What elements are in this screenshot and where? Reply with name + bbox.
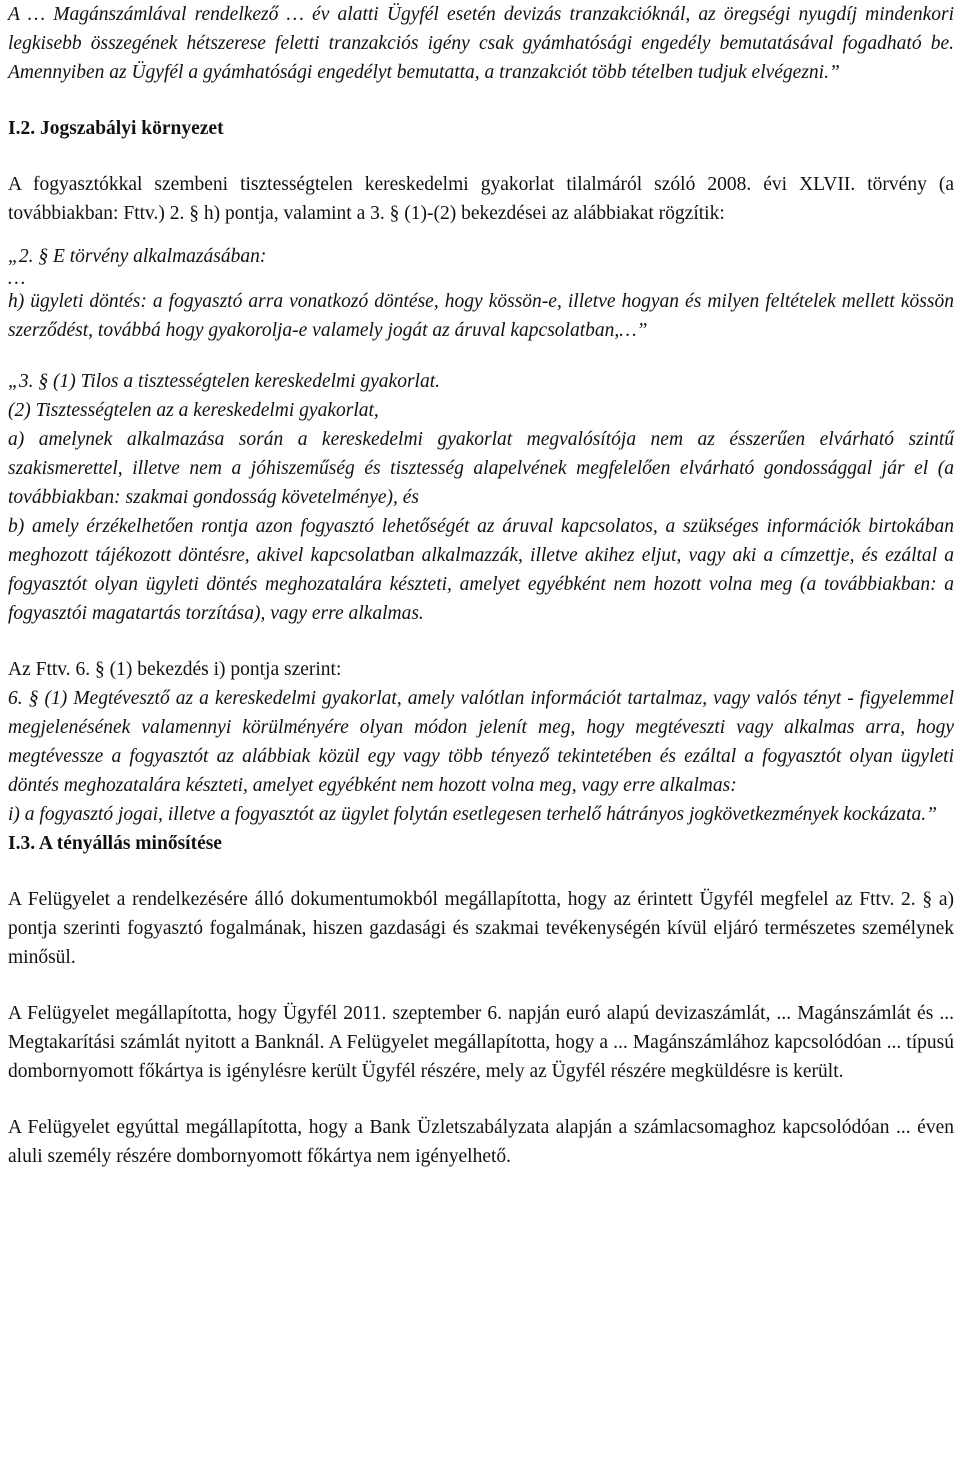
fttv6-point-i: i) a fogyasztó jogai, illetve a fogyasztót az ügylet folytán esetlegesen terhelő hátrányos jogkövetkezmények kockázata.”	[8, 804, 937, 825]
para3-point-b: b) amely érzékelhetően rontja azon fogyasztó lehetőségét az áruval kapcsolatos, a szükséges információk birtokában meghozott tájékozott döntésre, akivel kapcsolatban alkalmazzák, illetve akihez eljut, vagy aki a címzettje, és ezáltal a fogyasztót olyan ügyleti döntés meghozatalára készteti, amelyet egyébként nem hozott volna meg (a továbbiakban: a fogyasztói magatartás torzítása), vagy erre alkalmas.	[8, 516, 954, 624]
i3-paragraph-2: A Felügyelet megállapította, hogy Ügyfél 2011. szeptember 6. napján euró alapú devizaszámlát, ... Magánszámlát és ... Megtakarítási számlát nyitott a Banknál. A Felügyelet megállapította, hogy a ... Magánszámlához kapcsolódóan ... típusú dombornyomott főkártya is igénylésre került Ügyfél részére, mely az Ügyfél részére megküldésre is került.	[8, 1003, 954, 1082]
section-heading-i2: I.2. Jogszabályi környezet	[8, 118, 224, 139]
para3-subsection-2: (2) Tisztességtelen az a kereskedelmi gyakorlat,	[8, 400, 379, 421]
section-heading-i3: I.3. A tényállás minősítése	[8, 833, 222, 854]
i2-intro-paragraph: A fogyasztókkal szembeni tisztességtelen kereskedelmi gyakorlat tilalmáról szóló 2008. évi XLVII. törvény (a továbbiakban: Fttv.) 2. § h) pontja, valamint a 3. § (1)-(2) bekezdései az alábbiakat rögzítik:	[8, 174, 954, 224]
para2-point-h: h) ügyleti döntés: a fogyasztó arra vonatkozó döntése, hogy kössön-e, illetve hogyan és milyen feltételek mellett kössön szerződést, továbbá hogy gyakorolja-e valamely jogát az áruval kapcsolatban,…”	[8, 291, 954, 341]
intro-quote: A … Magánszámlával rendelkező … év alatti Ügyfél esetén devizás tranzakcióknál, az öregségi nyugdíj mindenkori legkisebb összegének hétszerese feletti tranzakciós igény csak gyámhatósági engedély bemutatásával fogadható be. Amennyiben az Ügyfél a gyámhatósági engedélyt bemutatta, a tranzakciót több tételben tudjuk elvégezni.”	[8, 4, 954, 83]
document-page	[8, 0, 954, 1171]
fttv6-intro: Az Fttv. 6. § (1) bekezdés i) pontja szerint:	[8, 659, 342, 680]
i3-paragraph-1: A Felügyelet a rendelkezésére álló dokumentumokból megállapította, hogy az érintett Ügyfél megfelel az Fttv. 2. § a) pontja szerinti fogyasztó fogalmának, hiszen gazdasági és szakmai tevékenységén kívül eljáró természetes személynek minősül.	[8, 889, 954, 968]
i3-paragraph-3: A Felügyelet egyúttal megállapította, hogy a Bank Üzletszabályzata alapján a számlacsomaghoz kapcsolódóan ... éven aluli személy részére dombornyomott főkártya nem igényelhető.	[8, 1117, 954, 1167]
para3-title: „3. § (1) Tilos a tisztességtelen kereskedelmi gyakorlat.	[8, 371, 440, 392]
para3-point-a: a) amelynek alkalmazása során a kereskedelmi gyakorlat megvalósítója nem az ésszerűen elvárható szintű szakismerettel, illetve nem a jóhiszeműség és tisztesség alapelvének megfelelően elvárható gondossággal jár el (a továbbiakban: szakmai gondosság követelménye), és	[8, 429, 954, 508]
para2-ellipsis: …	[8, 268, 26, 289]
para2-title: „2. § E törvény alkalmazásában:	[8, 246, 267, 267]
fttv6-text: 6. § (1) Megtévesztő az a kereskedelmi gyakorlat, amely valótlan információt tartalmaz, vagy valós tényt - figyelemmel megjelenésének valamennyi körülményére olyan módon jelenít meg, hogy megtéveszti vagy alkalmas arra, hogy megtévessze a fogyasztót az alábbiak közül egy vagy több tényező tekintetében és ezáltal a fogyasztót olyan ügyleti döntés meghozatalára készteti, amelyet egyébként nem hozott volna meg, vagy erre alkalmas:	[8, 688, 954, 796]
